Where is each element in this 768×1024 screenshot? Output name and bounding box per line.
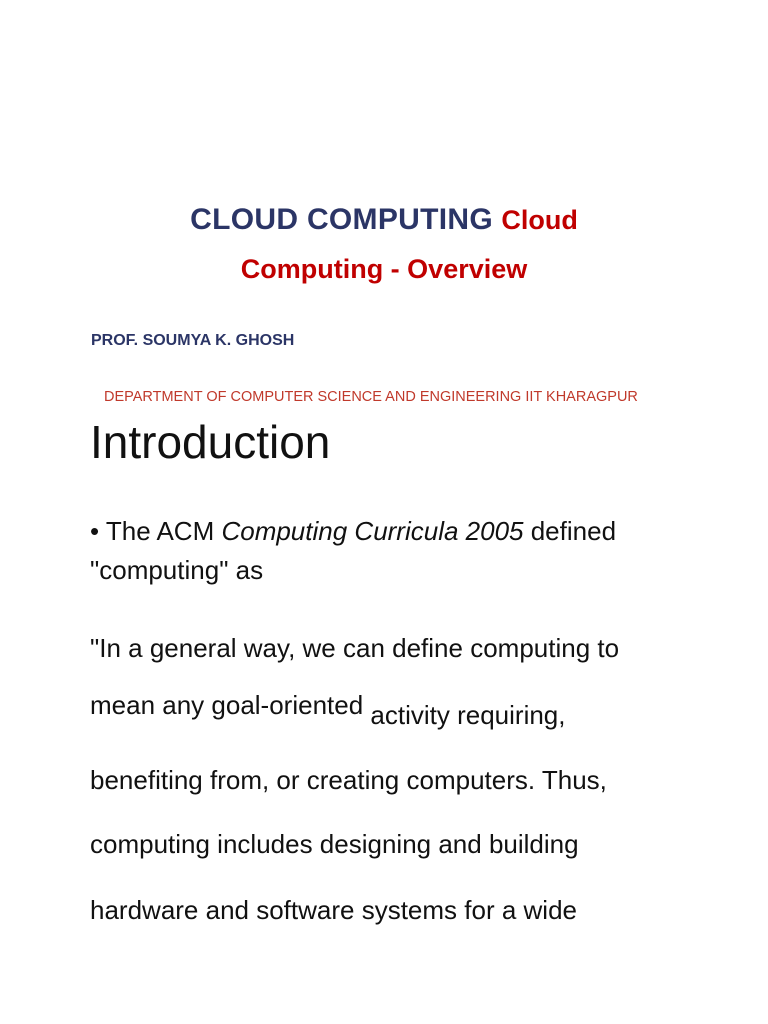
paragraph-1-prefix: • The ACM xyxy=(90,516,222,546)
paragraph-1-line-1 xyxy=(90,514,616,548)
title-subtitle-part2: Computing - Overview xyxy=(240,254,528,284)
section-heading: Introduction xyxy=(90,416,331,468)
quote-line-5: hardware and software systems for a wide xyxy=(90,895,577,925)
paragraph-1-suffix: defined xyxy=(523,516,617,546)
quote-line-2a: mean any goal-oriented xyxy=(90,690,371,720)
author-name: PROF. SOUMYA K. GHOSH xyxy=(91,332,295,349)
quote-line-3: benefiting from, or creating computers. Thus, xyxy=(90,765,607,795)
quote-line-4: computing includes designing and building xyxy=(90,829,579,859)
paragraph-1-line-2: "computing" as xyxy=(90,555,264,585)
department-line: DEPARTMENT OF COMPUTER SCIENCE AND ENGINEERING IIT KHARAGPUR xyxy=(104,389,638,405)
quote-line-2b: activity requiring, xyxy=(370,700,566,730)
title-main: CLOUD COMPUTING xyxy=(190,203,493,236)
document-title xyxy=(0,200,768,240)
quote-line-1: "In a general way, we can define computing to xyxy=(90,633,620,663)
title-subtitle-part1: Cloud xyxy=(501,205,578,235)
paragraph-1-italic-title: Computing Curricula 2005 xyxy=(221,516,524,546)
quote-line-2 xyxy=(90,688,566,730)
